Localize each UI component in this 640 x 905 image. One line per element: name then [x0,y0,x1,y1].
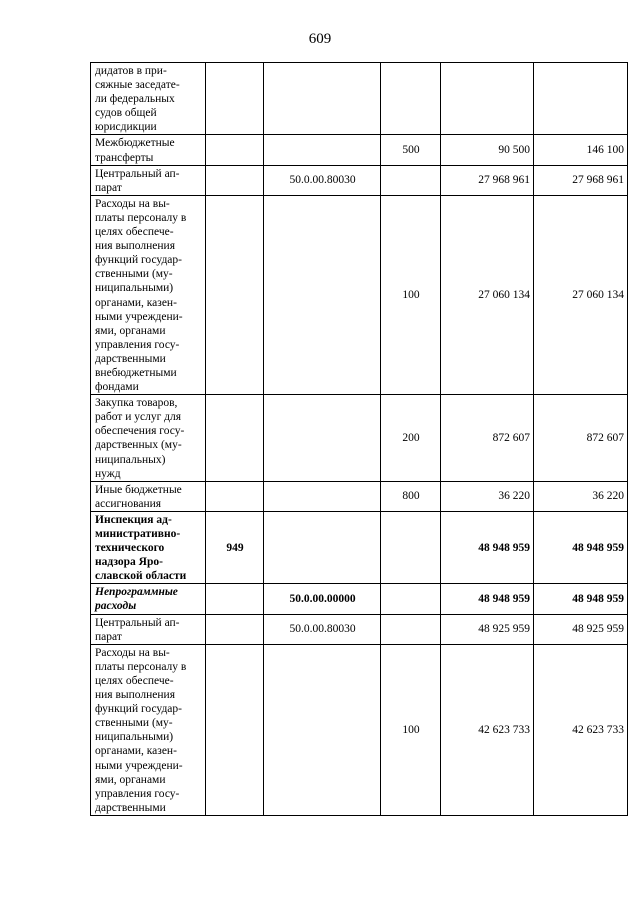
row-target-article-cell: 50.0.00.00000 [264,584,381,614]
row-amount-year1-cell: 90 500 [441,135,534,165]
row-amount-year2-cell: 27 060 134 [534,195,628,394]
row-expense-type-cell [381,511,441,583]
table-row [91,584,628,614]
row-name-cell: Расходы на вы- платы персоналу в целях обеспече- ния выполнения функций государ- ственными (му- ниципальными) органами, казен- ными учреждени- ями, органами управления госу- дарственными внебюджетными фондами [91,195,206,394]
row-target-article-cell: 50.0.00.80030 [264,165,381,195]
row-department-code-cell [206,395,264,482]
table-row [91,511,628,583]
row-expense-type-cell [381,165,441,195]
row-amount-year2-cell: 48 948 959 [534,511,628,583]
row-amount-year1-cell: 48 948 959 [441,511,534,583]
row-target-article-cell: 50.0.00.80030 [264,614,381,644]
row-target-article-cell [264,481,381,511]
row-department-code-cell [206,135,264,165]
row-expense-type-cell: 100 [381,195,441,394]
row-department-code-cell [206,195,264,394]
row-amount-year1-cell: 42 623 733 [441,644,534,815]
row-department-code-cell [206,644,264,815]
row-name-cell: Иные бюджетные ассигнования [91,481,206,511]
row-department-code-cell [206,165,264,195]
row-target-article-cell [264,63,381,135]
table-row [91,481,628,511]
table-row [91,63,628,135]
row-expense-type-cell: 800 [381,481,441,511]
row-amount-year2-cell: 146 100 [534,135,628,165]
row-department-code-cell [206,584,264,614]
row-name-cell: Непрограммные расходы [91,584,206,614]
row-amount-year1-cell: 27 968 961 [441,165,534,195]
row-amount-year2-cell: 872 607 [534,395,628,482]
row-expense-type-cell: 500 [381,135,441,165]
row-department-code-cell [206,614,264,644]
row-amount-year1-cell: 27 060 134 [441,195,534,394]
row-amount-year1-cell: 48 925 959 [441,614,534,644]
row-name-cell: Расходы на вы- платы персоналу в целях обеспече- ния выполнения функций государ- ственными (му- ниципальными) органами, казен- ными учреждени- ями, органами управления госу- дарственными [91,644,206,815]
row-amount-year2-cell [534,63,628,135]
row-target-article-cell [264,395,381,482]
row-target-article-cell [264,511,381,583]
row-name-cell: Инспекция ад- министративно- технического надзора Яро- славской области [91,511,206,583]
row-name-cell: дидатов в при- сяжные заседате- ли федеральных судов общей юрисдикции [91,63,206,135]
row-expense-type-cell [381,63,441,135]
table-row [91,395,628,482]
row-department-code-cell [206,481,264,511]
row-amount-year1-cell: 48 948 959 [441,584,534,614]
page-number: 609 [308,31,332,47]
table-row [91,135,628,165]
row-amount-year1-cell: 872 607 [441,395,534,482]
row-target-article-cell [264,644,381,815]
row-target-article-cell [264,135,381,165]
row-department-code-cell [206,63,264,135]
row-amount-year1-cell [441,63,534,135]
row-name-cell: Центральный ап- парат [91,165,206,195]
row-target-article-cell [264,195,381,394]
budget-table [90,62,628,816]
row-name-cell: Межбюджетные трансферты [91,135,206,165]
row-expense-type-cell: 100 [381,644,441,815]
table-row [91,165,628,195]
row-amount-year2-cell: 27 968 961 [534,165,628,195]
row-amount-year2-cell: 42 623 733 [534,644,628,815]
table-row [91,195,628,394]
row-amount-year2-cell: 48 925 959 [534,614,628,644]
row-department-code-cell: 949 [206,511,264,583]
row-amount-year2-cell: 48 948 959 [534,584,628,614]
table-row [91,644,628,815]
budget-table-body [91,63,628,816]
row-name-cell: Центральный ап- парат [91,614,206,644]
row-expense-type-cell: 200 [381,395,441,482]
row-expense-type-cell [381,614,441,644]
row-name-cell: Закупка товаров, работ и услуг для обеспечения госу- дарственных (му- ниципальных) нужд [91,395,206,482]
row-expense-type-cell [381,584,441,614]
table-row [91,614,628,644]
row-amount-year2-cell: 36 220 [534,481,628,511]
row-amount-year1-cell: 36 220 [441,481,534,511]
